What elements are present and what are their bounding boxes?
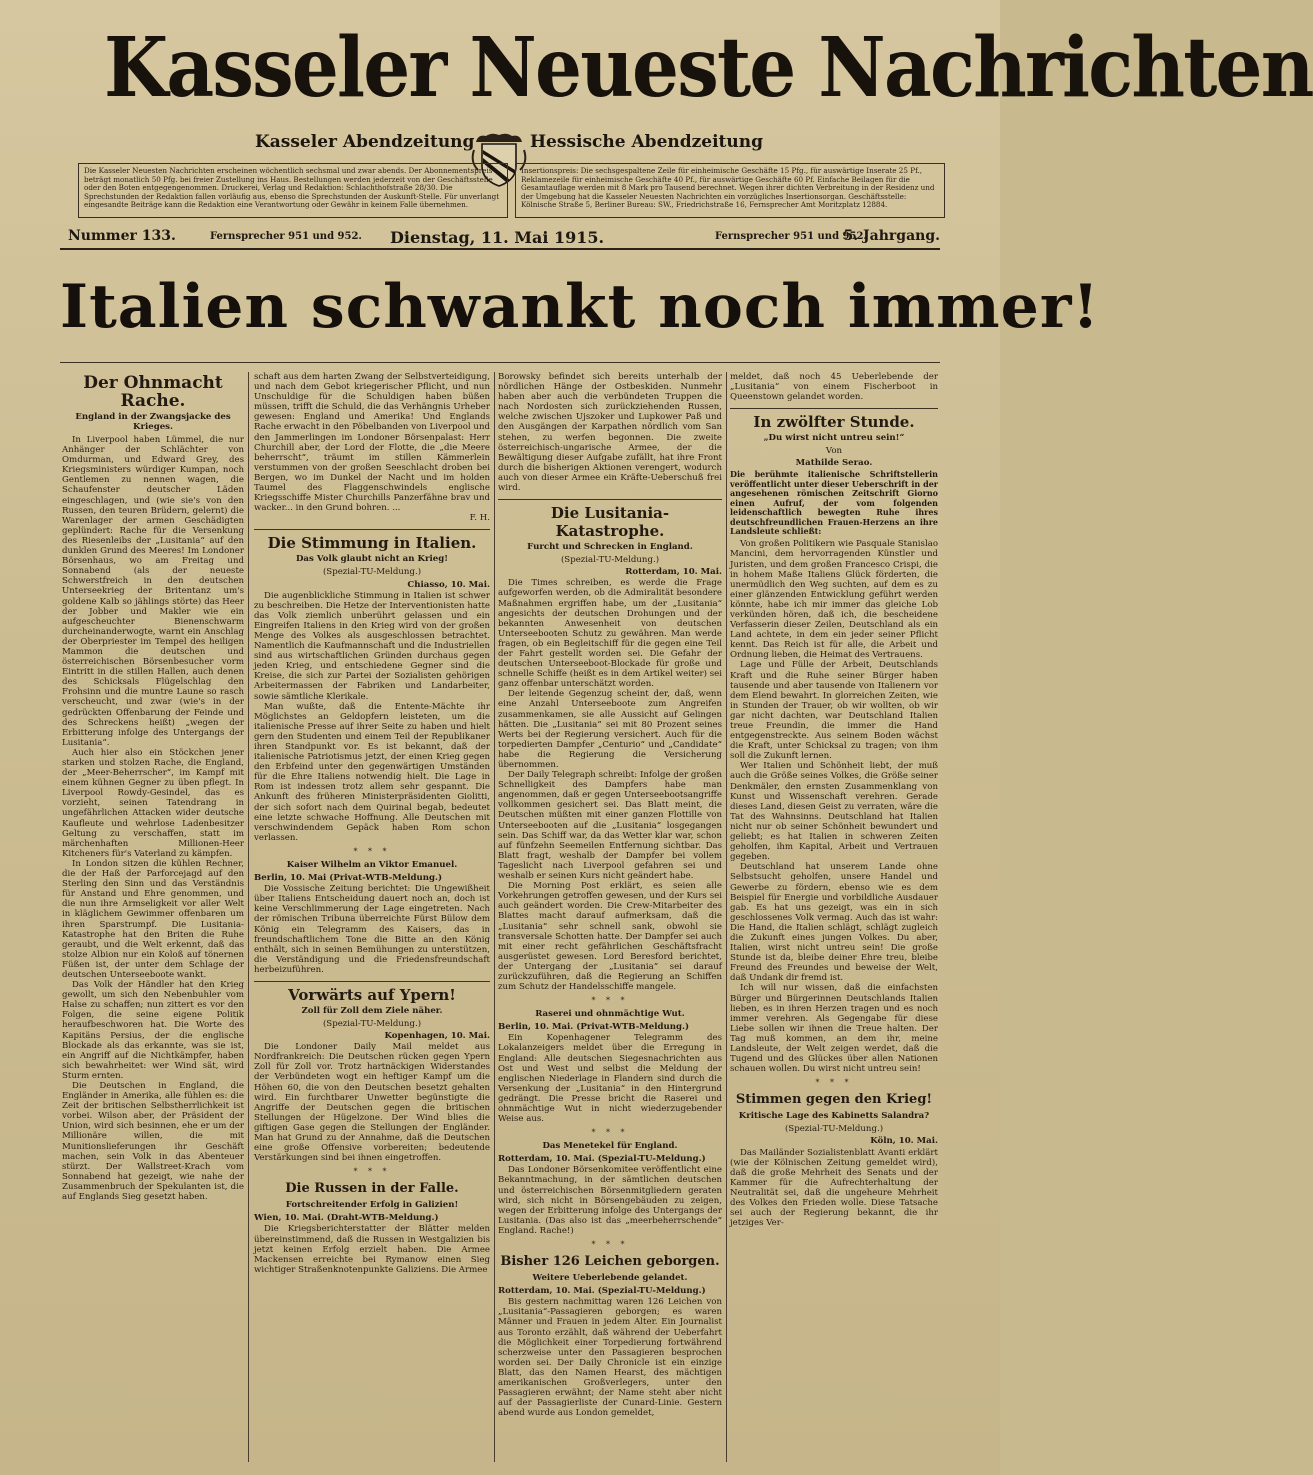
paragraph: Das Londoner Börsenkomitee veröffentlicht eine Bekanntmachung, in der sämtlichen deutschen und österreichischen Börsenmitgliedern geraten wird, sich nicht in Börsengebäuden zu zeigen, wegen der Erbitterung infolge des Untergangs der Lusitania. (Das also ist das „meerbeherrschende“ England. Rache!) — [498, 1165, 722, 1236]
paragraph: Bis gestern nachmittag waren 126 Leichen von „Lusitania“-Passagieren geborgen; es waren Männer und Frauen in jedem Alter. Ein Journalist aus Toronto erzählt, daß während der Ueberfahrt die Möglichkeit einer Torpedierung fortwährend scherzweise unter den Passagieren besprochen worden sei. Der Daily Chronicle ist ein einzige Blatt, das den Namen Hearst, des mächtigen amerikanischen Großverlegers, unter den Passagieren erwähnt; der Name steht aber nicht auf der Passagierliste der Cunard-Linie. Gestern abend wurde aus London gemeldet, — [498, 1297, 722, 1419]
column-divider — [248, 372, 249, 1462]
article-dateline: Wien, 10. Mai. (Draht-WTB-Meldung.) — [254, 1213, 439, 1224]
article-rule — [254, 529, 490, 530]
separator-stars: * * * — [815, 1078, 853, 1088]
article-source: (Spezial-TU-Meldung.) — [560, 555, 660, 566]
article-title: Der Ohnmacht Rache. — [83, 373, 223, 411]
article-rule — [498, 499, 722, 500]
article-vorwaerts-ypern — [254, 986, 490, 1163]
article-title: Bisher 126 Leichen geborgen. — [500, 1254, 720, 1270]
article-stimmung-italien — [254, 534, 490, 843]
article-rule — [730, 408, 938, 409]
column-3 — [498, 372, 722, 1462]
paragraph: Ein Kopenhagener Telegramm des Lokalanzeigers meldet über die Erregung in England: Alle deutschen Siegesnachrichten aus Ost und West und selbst die Meldung der englischen Niederlage in Flandern sind durch die Versenkung der „Lusitania“ in den Hintergrund gedrängt. Die Presse bricht die Raserei und ohnmächtige Wut in nicht wiederzugebender Weise aus. — [498, 1033, 722, 1125]
paragraph: Die Londoner Daily Mail meldet aus Nordfrankreich: Die Deutschen rücken gegen Ypern Zoll für Zoll vor. Trotz hartnäckigen Widerstandes der Verbündeten wogt ein heftiger Kampf um die Höhen 60, die von den Deutschen besetzt gehalten wird. Ein furchtbarer Unwetter begünstigte die Angriffe der Deutschen gegen die britischen Stellungen der Hügelzone. Der Wind blies die giftigen Gase gegen die Stellungen der Engländer. Man hat Grund zu der Annahme, daß die Deutschen eine große Offensive vorbereiten; bedeutende Verstärkungen sind bei ihnen eingetroffen. — [254, 1042, 490, 1164]
article-body — [498, 578, 722, 992]
article-title: In zwölfter Stunde. — [753, 413, 915, 432]
article-126-leichen — [498, 1253, 722, 1418]
article-signature: F. H. — [469, 513, 490, 524]
article-continuation — [730, 372, 938, 402]
issue-date: Dienstag, 11. Mai 1915. — [390, 228, 605, 247]
article-title: Die Stimmung in Italien. — [267, 534, 477, 553]
article-subtitle: Fortschreitender Erfolg in Galizien! — [285, 1200, 459, 1211]
column-divider — [726, 372, 727, 1462]
article-ohnmacht-rache — [62, 374, 244, 1202]
paragraph: In London sitzen die kühlen Rechner, die der Haß der Parforcejagd auf den Sterling den Sinn und das Verständnis für Anstand und Ehre genommen, und die nun ihre Armseligkeit vor aller Welt in kläglichem Gewimmer offenbaren um ihren Sparstrumpf. Die Lusitania-Katastrophe hat den Briten die Ruhe geraubt, und die Welt erkennt, daß das stolze Albion nur ein Koloß auf tönernen Füßen ist, der unter dem Schlage der deutschen Unterseeboote wankt. — [62, 858, 244, 980]
paragraph: schaft aus dem harten Zwang der Selbstverteidigung, und nach dem Gebot kriegerischer Pflicht, und nun Unschuldige für die Schuldigen haben büßen müssen, trifft die Schuld, die das Verhängnis Urheber gewesen: England und Amerika! Und Englands Rache erwacht in den Pöbelbanden von Liverpool und den Jammerlingen im Londoner Börsenpalast: Herr Churchill aber, der Lord der Flotte, die „die Meere beherrscht“, träumt im stillen Kämmerlein verstummen von der großen Seeschlacht droben bei Bergen, wo im Dunkel der Nacht und im holden Taumel des Flaggenschwindels englische Kriegsschiffe Mister Churchills Panzerfähne brav und wacker... in den Grund bohren. ... — [254, 372, 490, 514]
article-body — [730, 539, 938, 1074]
separator-stars: * * * — [591, 1128, 629, 1138]
article-source: (Spezial-TU-Meldung.) — [322, 567, 422, 578]
article-zwoelfte-stunde — [730, 413, 938, 1074]
masthead-subtitle-right: Hessische Abendzeitung — [530, 132, 764, 152]
article-lusitania-katastrophe — [498, 504, 722, 992]
paragraph: Von großen Politikern wie Pasquale Stanislao Mancini, dem hervorragenden Künstler und Juristen, und dem großen Francesco Crispi, die in hohem Maße Italiens Glück förderten, die unermüdlich den Weg suchten, auf dem es zu einer glänzenden Entwicklung geführt werden könnte, habe ich mir immer das gleiche Lob verkünden hören, daß ich, die bescheidene Verfasserin dieser Zeilen, Deutschland als ein Land achtete, in dem ein jeder seiner Pflicht kennt. Das Reich ist für alle, die Arbeit und Ordnung lieben, die Heimat des Vertrauens. — [730, 539, 938, 661]
article-body — [62, 435, 244, 1202]
article-title: Vorwärts auf Ypern! — [288, 985, 456, 1004]
paragraph: Man wußte, daß die Entente-Mächte ihr Möglichstes an Geldopfern leisteten, um die italienische Presse auf ihrer Seite zu haben und hielt gern den Studenten und einem Teil der Republikaner ihren Standpunkt vor. Es ist bekannt, daß der italienische Patriotismus jetzt, der einen Krieg gegen den Erbfeind unter den gegenwärtigen Umständen für die Ehre Italiens notwendig hielt. Die Lage in Rom ist indessen trotz allem sehr gespannt. Die Ankunft des früheren Ministerpräsidenten Giolitti, der sich sofort nach dem Quirinal begab, bedeutet eine letzte schwache Hoffnung. Alle Deutschen mit verschwindendem Gepäck haben Rom schon verlassen. — [254, 701, 490, 843]
separator-stars: * * * — [591, 1240, 629, 1250]
article-body — [254, 1042, 490, 1163]
masthead-title: Kasseler Neueste Nachrichten — [104, 20, 1313, 116]
article-body — [254, 884, 490, 975]
article-menetekel — [498, 1141, 722, 1236]
article-body — [498, 1297, 722, 1418]
paragraph: Der Daily Telegraph schreibt: Infolge der großen Schnelligkeit des Dampfers habe man angenommen, daß er gegen Unterseebootsangriffe vollkommen gesichert sei. Das Blatt meint, die Deutschen müßten mit einer ganzen Flottille von Unterseebooten auf die „Lusitania“ losgegangen sein. Das Schiff war, da das Wetter klar war, schon auf fünfzehn Seemeilen Entfernung sichtbar. Das Blatt fragt, weshalb der Dampfer bei vollem Tageslicht nach Liverpool gefahren sei und weshalb er seinen Kurs nicht geändert habe. — [498, 770, 722, 882]
article-kaiser-wilhelm — [254, 860, 490, 975]
paragraph: Die Vossische Zeitung berichtet: Die Ungewißheit über Italiens Entscheidung dauert noch an, doch ist keine Verschlimmerung der Lage eingetreten. Nach der römischen Tribuna überreichte Fürst Bülow dem König ein Telegramm des Kaisers, das in freundschaftlichem Tone die Bitte an den König enthält, sich in seinen Bemühungen zu unterstützen, die Verständigung und die Friedensfreundschaft herbeizuführen. — [254, 884, 490, 975]
paragraph: Die Times schreiben, es werde die Frage aufgeworfen werden, ob die Admiralität besondere Maßnahmen ergriffen habe, um der „Lusitania“ angesichts der deutschen Drohungen und der bekannten Anwesenheit von deutschen Unterseebooten Schutz zu gewähren. Man werde fragen, ob ein Begleitschiff für die gegen eine Teil der Fahrt gestellt worden sei. Die Gefahr der deutschen Unterseeboot-Blockade für große und schnelle Schiffe (heißt es in dem Artikel weiter) sei ganz offenbar unterschätzt worden. — [498, 578, 722, 690]
article-source: (Spezial-TU-Meldung.) — [322, 1018, 422, 1029]
article-dateline: Köln, 10. Mai. — [870, 1136, 938, 1147]
article-rule — [254, 981, 490, 982]
paragraph: Die augenblickliche Stimmung in Italien ist schwer zu beschreiben. Die Hetze der Interventionisten hatte das Volk ziemlich unberührt gelassen und ein Eingreifen Italiens in den Krieg wird von der großen Menge des Volkes als ausgeschlossen betrachtet. Namentlich die Kaufmannschaft und die Industriellen sind aus wirtschaftlichen Gründen durchaus gegen jeden Krieg, und entschiedene Gegner sind die Kreise, die sich zur Partei der Sozialisten gehörigen Arbeitermassen der Fabriken und Landarbeiter, sowie sämtliche Klerikale. — [254, 590, 490, 702]
article-continuation — [254, 372, 490, 513]
article-byline-label: Von — [825, 446, 843, 457]
article-dateline: Berlin, 10. Mai (Privat-WTB-Meldung.) — [254, 873, 443, 884]
article-dateline: Kopenhagen, 10. Mai. — [384, 1031, 490, 1042]
article-subtitle: Das Menetekel für England. — [542, 1141, 678, 1152]
column-4 — [730, 372, 938, 1462]
article-raserei-wut — [498, 1009, 722, 1124]
paragraph: Borowsky befindet sich bereits unterhalb der nördlichen Hänge der Ostbeskiden. Nunmehr haben aber auch die verbündeten Truppen die nach Nordosten sich zurückziehenden Russen, welche zwischen Ujszoker und Lupkower Paß und den Ausgängen der Karpathen nördlich vom San stehen, zu werfen begonnen. Die zweite österreichisch-ungarische Armee, der die Bewältigung dieser Aufgabe zufällt, hat ihre Front durch die bisherigen Aktionen verengert, wodurch auch von dieser Armee ein Kräfte-Ueberschuß frei wird. — [498, 372, 722, 494]
headline-rule — [60, 362, 940, 363]
article-body — [730, 1148, 938, 1229]
paragraph: Deutschland hat unserem Lande ohne Selbstsucht geholfen, unsere Handel und Gewerbe zu fördern, ebenso wie es dem Beispiel für Energie und vorbildliche Ausdauer gab. Es hat uns gezeigt, was ein in sich geschlossenes Volk vermag. Auch das ist wahr: Die Hand, die Italien schlägt, schlägt zugleich die Zukunft eines jungen Volkes. Du aber, Italien, wirst nicht untreu sein! Die große Stunde ist da, bleibe deiner Ehre treu, bleibe Freund des Freundes und beweise der Welt, daß Undank dir fremd ist. — [730, 862, 938, 984]
article-body — [498, 1165, 722, 1236]
article-subtitle: Raserei und ohnmächtige Wut. — [535, 1009, 685, 1020]
article-stimmen-gegen-krieg — [730, 1091, 938, 1228]
article-body — [254, 1224, 490, 1274]
article-subtitle: Kaiser Wilhelm an Viktor Emanuel. — [286, 860, 458, 871]
column-1 — [62, 372, 244, 1462]
paragraph: Die Morning Post erklärt, es seien alle Vorkehrungen getroffen gewesen, und der Kurs sei auch geändert worden. Die Crew-Mitarbeiter des Blattes macht darauf aufmerksam, daß die „Lusitania“ sehr schnell sank, obwohl sie transversale Schotten hatte. Der Dampfer sei auch mit einer recht gefährlichen Geschäftsfracht ausgerüstet gewesen. Lord Beresford berichtet, der Untergang der „Lusitania“ sei darauf zurückzuführen, daß die Regierung an Schiffen zum Schutz der Handelsschiffe mangele. — [498, 881, 722, 993]
article-title: Die Russen in der Falle. — [285, 1181, 459, 1197]
article-dateline: Rotterdam, 10. Mai. — [625, 567, 722, 578]
article-title: Stimmen gegen den Krieg! — [735, 1092, 933, 1108]
article-subtitle: Kritische Lage des Kabinetts Salandra? — [738, 1111, 930, 1122]
main-headline: Italien schwankt noch immer! — [60, 272, 1100, 342]
paragraph: Die Kriegsberichterstatter der Blätter melden übereinstimmend, daß die Russen in Westgalizien bis jetzt keinen Erfolg erzielt haben. Die Armee Mackensen erreichte bei Rymanow einen Sieg wichtiger Straßenknotenpunkte Galiziens. Die Armee — [254, 1224, 490, 1275]
paragraph: Auch hier also ein Stöckchen jener starken und stolzen Rache, die England, der „Meer-Beherrscher“, im Kampf mit einem kühnen Gegner zu üben pflegt. In Liverpool Rowdy-Gesindel, das es vorzieht, seinen Tatendrang in ungefährlichen Attacken wider deutsche Kaufleute und wehrlose Ladenbesitzer Geltung zu verschaffen, statt im märchenhaften Millionen-Heer Kitcheners für's Vaterland zu kämpfen. — [62, 747, 244, 859]
paragraph: Die Deutschen in England, die Engländer in Amerika, alle fühlen es: die Zeit der britischen Selbstherrlichkeit ist vorbei. Wilson aber, der Präsident der Union, wird sich besinnen, ehe er um der Millionäre willen, die mit Munitionslieferungen ihr Geschäft machen, sein Volk in das Abenteuer stürzt. Der Wallstreet-Krach vom Sonnabend hat gezeigt, wie nahe der Zusammenbruch der Spekulanten ist, die auf Englands Sieg gesetzt haben. — [62, 1081, 244, 1203]
issue-number: Nummer 133. — [68, 228, 176, 244]
volume-year: 5. Jahrgang. — [843, 228, 940, 244]
separator-stars: * * * — [353, 1167, 391, 1177]
article-title: Die Lusitania-Katastrophe. — [550, 504, 670, 541]
paragraph: Das Mailänder Sozialistenblatt Avanti erklärt (wie der Kölnischen Zeitung gemeldet wird), daß die große Mehrheit des Senats und der Kammer für die Aufrechterhaltung der Neutralität sei, daß die ungeheure Mehrheit des Volkes den Frieden wolle. Diese Tatsache sei auch der Regierung bekannt, die ihr jetziges Ver- — [730, 1147, 938, 1229]
phone-right: Fernsprecher 951 und 952. — [715, 231, 867, 242]
article-body — [498, 1033, 722, 1124]
paragraph: Lage und Fülle der Arbeit, Deutschlands Kraft und die Ruhe seiner Bürger haben tausende und aber tausende von Italienern vor dem Elend bewahrt. In glorreichen Zeiten, wie in Stunden der Trauer, ob wir wollten, ob wir gar nicht dachten, war Deutschland Italien treue Freundin, die immer die Hand entgegenstreckte. Aus seinem Boden wächst die Kraft, unter Schicksal zu tragen; von ihm soll die Zukunft lernen. — [730, 660, 938, 762]
paragraph: meldet, daß noch 45 Ueberlebende der „Lusitania“ von einem Fischerboot in Queenstown gelandet worden. — [730, 372, 938, 403]
paragraph: Das Volk der Händler hat den Krieg gewollt, um sich den Nebenbuhler vom Halse zu schaffen; nun zittert es vor den Folgen, die seine eigene Politik heraufbeschworen hat. Die Worte des Kapitäns Persius, der die englische Blockade als das erkannte, was sie ist, ein Angriff auf die Nichtkämpfer, haben sich bewahrheitet: wer Wind sät, wird Sturm ernten. — [62, 980, 244, 1081]
paragraph: Ich will nur wissen, daß die einfachsten Bürger und Bürgerinnen Deutschlands Italien lieben, es in ihren Herzen tragen und es noch immer verehren. Als Gegengabe für diese Liebe sollen wir ihnen die Treue halten. Der Tag muß kommen, an dem ihr, meine Landsleute, der Welt zeigen werdet, daß die Tugend und des Glückes über allen Nationen schauen wollen. Du wirst nicht untreu sein! — [730, 983, 938, 1075]
masthead-subtitle-left: Kasseler Abendzeitung — [255, 132, 475, 152]
article-dateline: Rotterdam, 10. Mai. (Spezial-TU-Meldung.) — [498, 1154, 706, 1165]
paragraph: Wer Italien und Schönheit liebt, der muß auch die Größe seines Volkes, die Größe seiner Denkmäler, den ernsten Zusammenklang von Kunst und Wissenschaft verehren. Gerade dieses Land, diesen Geist zu verraten, wäre die Tat des Wahnsinns. Deutschland hat Italien nicht nur ob seiner Schönheit bewundert und geliebt; es hat Italien in schweren Zeiten geholfen, ihm Kapital, Arbeit und Vertrauen gegeben. — [730, 761, 938, 863]
article-body — [254, 591, 490, 843]
article-subtitle: England in der Zwangsjacke des Krieges. — [75, 412, 231, 432]
subscription-info-box: Die Kasseler Neuesten Nachrichten erscheinen wöchentlich sechsmal und zwar abends. Der Abonnementspreis beträgt monatlich 50 Pfg. bei freier Zustellung ins Haus. Bestellungen werden jederzeit von der Geschäftsstelle oder den Boten entgegengenommen. Druckerei, Verlag und Redaktion: Schlachthofstraße 28/30. Die Sprechstunden der Redaktion fallen vorläufig aus, ebenso die Sprechstunden der Auskunft-Stelle. Für unverlangt eingesandte Beiträge kann die Redaktion eine Verantwortung oder Gewähr in keinem Falle übernehmen. — [78, 163, 508, 218]
article-source: (Spezial-TU-Meldung.) — [784, 1124, 884, 1135]
article-subtitle: „Du wirst nicht untreu sein!“ — [763, 433, 905, 444]
article-subtitle: Zoll für Zoll dem Ziele näher. — [301, 1005, 443, 1016]
article-dateline: Rotterdam, 10. Mai. (Spezial-TU-Meldung.) — [498, 1286, 706, 1297]
paragraph: Der leitende Gegenzug scheint der, daß, wenn eine Anzahl Unterseeboote zum Angreifen zusammenkamen, sie alle Aussicht auf Gelingen hätten. Die „Lusitania“ sei mit 80 Prozent seines Werts bei der Regierung versichert. Auch für die torpedierten Dampfer „Centurio“ und „Candidate“ habe die Regierung die Versicherung übernommen. — [498, 689, 722, 770]
article-dateline: Berlin, 10. Mai. (Privat-WTB-Meldung.) — [498, 1022, 690, 1033]
article-russen-falle — [254, 1180, 490, 1275]
separator-stars: * * * — [353, 846, 391, 856]
paragraph: In Liverpool haben Lümmel, die nur Anhänger der Schlächter von Omdurman, und Edward Grey, des Kriegsministers würdiger Kumpan, noch Gentlemen zu nennen wagen, die Schaufenster deutscher Läden eingeschlagen, und (wie sie's von den Russen, den teuren Brüdern, gelernt) die Warenlager der armen Geschädigten geplündert: Rache für die Versenkung des Riesenleibs der „Lusitania“ auf den dunklen Grund des Meeres! Im Londoner Börsenhaus, wo am Freitag und Sonnabend (als der neueste Schwerstfreich in den deutschen Unterseekrieg der Britentanz um's goldene Kalb so jählings störte) das Heer der Jobber und Makler wie ein aufgescheuchter Bienenschwarm durcheinanderwogte, warnt ein Anschlag der Oberpriester im Tempel des heiligen Mammon die deutschen und österreichischen Börsenbesucher vorm Eintritt in die stillen Hallen, auch denen des Schicksals Flügelschlag den Frohsinn und die muntre Laune so rasch verscheucht, und zwar (wie's in der gedrückten Offenbarung der Feinde und des Schreckens heißt) „wegen der Erbitterung infolge des Untergangs der Lusitania“. — [62, 435, 244, 748]
article-dateline: Chiasso, 10. Mai. — [407, 579, 490, 590]
article-continuation — [498, 372, 722, 493]
article-subtitle: Das Volk glaubt nicht an Krieg! — [295, 554, 448, 565]
article-intro: Die berühmte italienische Schriftstellerin veröffentlicht unter dieser Ueberschrift in der angesehenen römischen Zeitschrift Giorno einen Aufruf, der vom folgenden leidenschaftlich bewegten Ruhe ihres deutschfreundlichen Frauen-Herzens an ihre Landsleute schließt: — [730, 469, 938, 536]
separator-stars: * * * — [591, 996, 629, 1006]
article-subtitle: Furcht und Schrecken in England. — [527, 542, 693, 553]
dateline-bar — [60, 226, 940, 250]
column-divider — [494, 372, 495, 1462]
article-subtitle: Weitere Ueberlebende gelandet. — [532, 1273, 688, 1284]
advertising-info-box: Insertionspreis: Die sechsgespaltene Zeile für einheimische Geschäfte 15 Pfg., für auswärtige Inserate 25 Pf., Reklamezeile für einheimische Geschäfte 40 Pf., für auswärtige Geschäfte 60 Pf. Einfache Beilagen für die Gesamtauflage werden mit 8 Mark pro Tausend berechnet. Wegen ihrer dichten Verbreitung in der Residenz und der Umgebung hat die Kasseler Neuesten Nachrichten ein vorzügliches Insertionsorgan. Geschäftsstelle: Kölnische Straße 5, Berliner Bureau: SW., Friedrichstraße 16, Fernsprecher Amt Moritzplatz 12884. — [515, 163, 945, 218]
phone-left: Fernsprecher 951 und 952. — [210, 231, 362, 242]
column-2 — [254, 372, 490, 1462]
article-author: Mathilde Serao. — [795, 458, 873, 469]
